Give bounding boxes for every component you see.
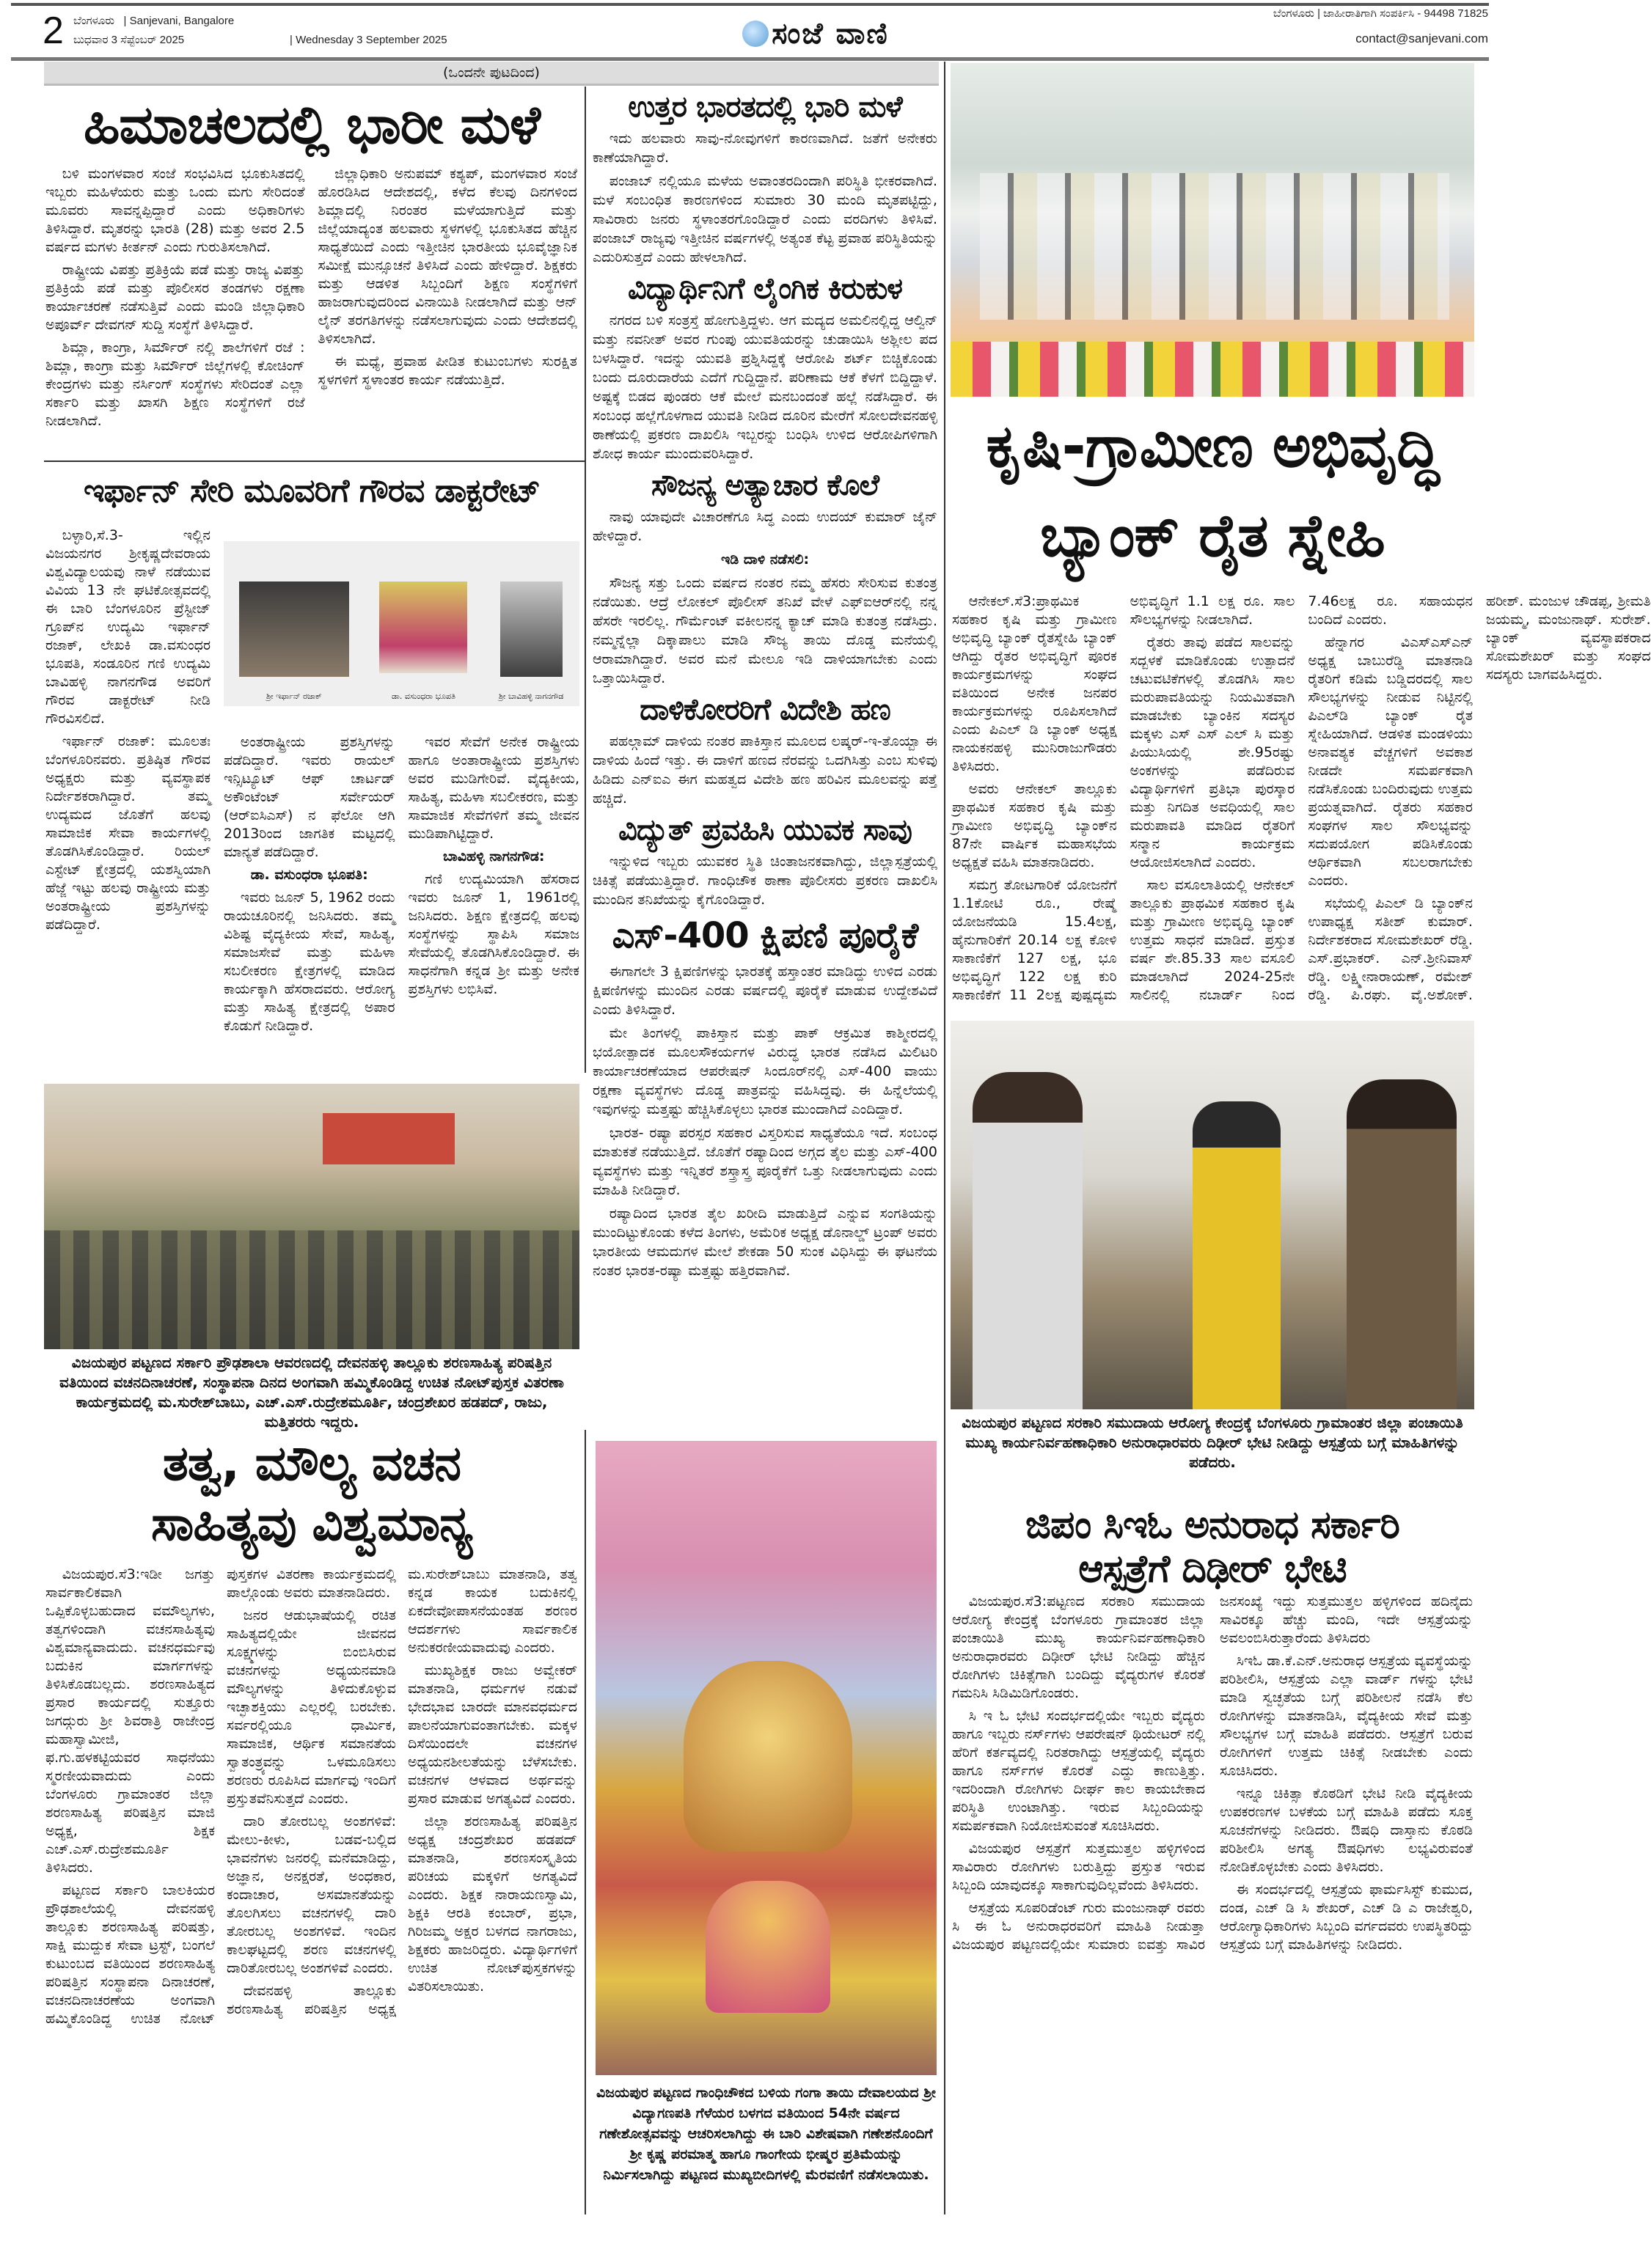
paragraph: ಆನೇಕಲ್.ಸೆ3:ಪ್ರಾಥಮಿಕ ಸಹಕಾರ ಕೃಷಿ ಮತ್ತು ಗ್ರಾಮೀಣ ಅಭಿವೃದ್ಧಿ ಬ್ಯಾಂಕ್ ರೈತಸ್ನೇಹಿ ಬ್ಯಾಂಕ್ ಆಗಿದ್ದು ರೈತರ ಅಭಿವೃದ್ಧಿಗೆ ಪೂರಕ ಕಾರ್ಯಕ್ರಮಗಳನ್ನು ಸಂಘದ ವತಿಯಿಂದ ಅನೇಕ ಜನಪರ ಕಾರ್ಯಕ್ರಮಗಳನ್ನು ರೂಪಿಸಲಾಗಿದೆ ಎಂದು ಪಿಎಲ್ ಡಿ ಬ್ಯಾಂಕ್ ಅಧ್ಯಕ್ಷ ನಾಯಕನಹಳ್ಳಿ ಮುನಿರಾಜುಗೌಡರು ತಿಳಿಸಿದರು.: [952, 593, 1117, 774]
portrait-image: [379, 581, 467, 673]
header-email[interactable]: contact@sanjevani.com: [1355, 32, 1488, 45]
ganesha-idol-image: [684, 1661, 852, 1852]
header-city-edition: [73, 13, 234, 29]
paragraph: ಬಳಿ ಮಂಗಳವಾರ ಸಂಜೆ ಸಂಭವಿಸಿದ ಭೂಕುಸಿತದಲ್ಲಿ ಇಬ್ಬರು ಮಹಿಳೆಯರು ಮತ್ತು ಒಂದು ಮಗು ಸೇರಿದಂತೆ ಮೂವರು ಸಾವನ್ನಪ್ಪಿದ್ದಾರೆ ಎಂದು ಅಧಿಕಾರಿಗಳು ತಿಳಿಸಿದ್ದಾರೆ. ಮೃತರನ್ನು ಭಾರತಿ (28) ಮತ್ತು ಅವರ 2.5 ವರ್ಷದ ಮಗಳು ಕೀರ್ತನ್ ಎಂದು ಗುರುತಿಸಲಾಗಿದೆ.: [45, 166, 305, 255]
paragraph: ಗಣಿ ಉದ್ಯಮಿಯಾಗಿ ಹೆಸರಾದ ಇವರು ಜೂನ್ 1, 1961ರಲ್ಲಿ ಜನಿಸಿದರು. ಶಿಕ್ಷಣ ಕ್ಷೇತ್ರದಲ್ಲಿ ಹಲವು ಸಂಸ್ಥೆಗಳನ್ನು ಸ್ಥಾಪಿಸಿ ಸಮಾಜ ಸೇವೆಯಲ್ಲಿ ತೊಡಗಿಸಿಕೊಂಡಿದ್ದಾರೆ. ಈ ಸಾಧನೆಗಾಗಿ ಕನ್ನಡ ಶ್ರೀ ಮತ್ತು ಅನೇಕ ಪ್ರಶಸ್ತಿಗಳು ಲಭಿಸಿವೆ.: [408, 871, 579, 997]
paragraph: ಇದು ಹಲವಾರು ಸಾವು-ನೋವುಗಳಿಗೆ ಕಾರಣವಾಗಿದೆ. ಜತೆಗೆ ಅನೇಕರು ಕಾಣೆಯಾಗಿದ್ದಾರೆ.: [593, 131, 937, 166]
header-contact-line: ಬೆಂಗಳೂರು | ಜಾಹೀರಾತಿಗಾಗಿ ಸಂಪರ್ಕಿಸಿ - 94498 71825: [1273, 7, 1488, 20]
school-photo-caption: ವಿಜಯಪುರ ಪಟ್ಟಣದ ಸರ್ಕಾರಿ ಪ್ರೌಢಶಾಲಾ ಆವರಣದಲ್ಲಿ ದೇವನಹಳ್ಳಿ ತಾಲ್ಲೂಕು ಶರಣಸಾಹಿತ್ಯ ಪರಿಷತ್ತಿನ ವತಿಯಿಂದ ವಚನದಿನಾಚರಣೆ, ಸಂಸ್ಥಾಪನಾ ದಿನದ ಅಂಗವಾಗಿ ಹಮ್ಮಿಕೊಂಡಿದ್ದ ಉಚಿತ ನೋಟ್‌ಪುಸ್ತಕ ವಿತರಣಾ ಕಾರ್ಯಕ್ರಮದಲ್ಲಿ ಮ.ಸುರೇಶ್‌ಬಾಬು, ಎಚ್.ಎಸ್.ರುದ್ರೇಶಮೂರ್ತಿ, ಚಂದ್ರಶೇಖರ ಹಡಪದ್, ರಾಜು, ಮತ್ತಿತರರು ಇದ್ದರು.: [59, 1354, 564, 1431]
header-date-en: | Wednesday 3 September 2025: [290, 34, 447, 46]
paragraph: ಇನ್ನೂ ಚಿಕಿತ್ಸಾ ಕೊಠಡಿಗೆ ಭೇಟಿ ನೀಡಿ ವೈದ್ಯಕೀಯ ಉಪಕರಣಗಳ ಬಳಕೆಯ ಬಗ್ಗೆ ಮಾಹಿತಿ ಪಡೆದು ಸೂಕ್ತ ಸೂಚನೆಗಳನ್ನು ನೀಡಿದರು. ಔಷಧಿ ದಾಸ್ತಾನು ಕೊಠಡಿ ಪರಿಶೀಲಿಸಿ ಅಗತ್ಯ ಔಷಧಿಗಳು ಲಭ್ಯವಿರುವಂತೆ ನೋಡಿಕೊಳ್ಳಬೇಕು ಎಂದು ತಿಳಿಸಿದರು.: [1220, 1786, 1473, 1875]
article-body: [593, 852, 937, 909]
paragraph: ಆಸ್ಪತ್ರೆಯ ಸೂಪರಿಡೆಂಟ್ ಗುರು ಮಂಜುನಾಥ್ ರವರು ಸಿ ಈ ಓ ಅನುರಾಧರವರಿಗೆ ಮಾಹಿತಿ ನೀಡುತ್ತಾ ವಿಜಯಪುರ ಪಟ್ಟಣದಲ್ಲಿಯೇ ಸುಮಾರು ಐವತ್ತು ಸಾವಿರ ಜನಸಂಖ್ಯೆ ಇದ್ದು ಸುತ್ತಮುತ್ತಲ ಹಳ್ಳಿಗಳಿಂದ ಹದಿನೈದು ಸಾವಿರಕ್ಕೂ ಹೆಚ್ಚು ಮಂದಿ, ಇದೇ ಆಸ್ಪತ್ರೆಯನ್ನು ಅವಲಂಬಿಸಿರುತ್ತಾರೆಂದು ತಿಳಿಸಿದರು: [952, 1593, 1473, 1953]
ceo-figure-image: [1193, 1101, 1281, 1409]
portrait-label: ಶ್ರೀ ಇರ್ಫಾನ್ ರಜಾಕ್: [266, 691, 322, 701]
paragraph: ವಿಜಯಪುರ ಆಸ್ಪತ್ರೆಗೆ ಸುತ್ತಮುತ್ತಲ ಹಳ್ಳಿಗಳಿಂದ ಸಾವಿರಾರು ರೋಗಿಗಳು ಬರುತ್ತಿದ್ದು ಪ್ರಸ್ತುತ ಇರುವ ಸಿಬ್ಬಂದಿ ಯಾವುದಕ್ಕೂ ಸಾಕಾಗುವುದಿಲ್ಲವೆಂದು ತಿಳಿಸಿದರು.: [952, 1841, 1205, 1893]
vachana-headline: [44, 1434, 579, 1554]
vachana-headline-line2: ಸಾಹಿತ್ಯವು ವಿಶ್ವಮಾನ್ಯ: [151, 1495, 472, 1552]
paragraph: ರಷ್ಯಾದಿಂದ ಭಾರತ ತೈಲ ಖರೀದಿ ಮಾಡುತ್ತಿದೆ ಎನ್ನುವ ಸಂಗತಿಯನ್ನು ಮುಂದಿಟ್ಟುಕೊಂಡು ಕಳೆದ ತಿಂಗಳು, ಅಮೆರಿಕ ಅಧ್ಯಕ್ಷ ಡೊನಾಲ್ಡ್ ಟ್ರಂಪ್ ಅವರು ಭಾರತೀಯ ಆಮದುಗಳ ಮೇಲೆ ಶೇಕಡಾ 50 ಸುಂಕ ವಿಧಿಸಿದ್ದು ಈ ಘಟನೆಯ ನಂತರ ಭಾರತ-ರಷ್ಯಾ ಮತ್ತಷ್ಟು ಹತ್ತಿರವಾಗಿವೆ.: [593, 1205, 937, 1279]
logo-globe-icon: [742, 21, 769, 47]
portrait-vasundhara: [379, 581, 467, 702]
article-headline: ವಿದ್ಯಾರ್ಥಿನಿಗೆ ಲೈಂಗಿಕ ಕಿರುಕುಳ: [627, 272, 903, 306]
bank-headline-line1: ಕೃಷಿ-ಗ್ರಾಮೀಣ ಅಭಿವೃದ್ಧಿ: [986, 412, 1439, 480]
portrait-image: [239, 581, 349, 677]
ganesha-idol-photo: [596, 1441, 937, 2075]
paragraph: ಇನ್ನುಳಿದ ಇಬ್ಬರು ಯುವಕರ ಸ್ಥಿತಿ ಚಿಂತಾಜನಕವಾಗಿದ್ದು, ಜಿಲ್ಲಾಸ್ಪತ್ರೆಯಲ್ಲಿ ಚಿಕಿತ್ಸೆ ಪಡೆಯುತ್ತಿದ್ದಾರೆ. ಗಾಂಧಿಚೌಕ ಠಾಣಾ ಪೊಲೀಸರು ಪ್ರಕರಣ ದಾಖಲಿಸಿ ಮುಂದಿನ ತನಿಖೆಯನ್ನು ಕೈಗೊಂಡಿದ್ದಾರೆ.: [593, 854, 937, 908]
man-figure-image: [973, 1072, 1083, 1409]
header-rule: [11, 57, 1489, 61]
article-soujanya: [593, 468, 937, 688]
hospital-headline-line2: ಆಸ್ಪತ್ರೆಗೆ ದಿಢೀರ್ ಭೇಟಿ: [1078, 1547, 1347, 1591]
event-banner-image: [323, 1113, 455, 1164]
masthead-logo: [704, 16, 924, 51]
dignitaries-image: [980, 173, 1449, 320]
column-divider: [944, 62, 945, 2214]
article-headline: ದಾಳಿಕೋರರಿಗೆ ವಿದೇಶಿ ಹಣ: [640, 693, 890, 727]
page-number: 2: [43, 10, 64, 52]
bank-headline: [951, 402, 1474, 581]
portrait-image: [500, 581, 563, 677]
bank-body: [952, 592, 1651, 1012]
hospital-body: [952, 1593, 1473, 2214]
header-city: ಬೆಂಗಳೂರು: [73, 15, 115, 27]
article-headline: ವಿದ್ಯುತ್ ಪ್ರವಹಿಸಿ ಯುವಕ ಸಾವು: [618, 813, 912, 847]
paragraph: ಸಿ ಇ ಓ ಭೇಟಿ ಸಂದರ್ಭದಲ್ಲಿಯೇ ಇಬ್ಬರು ವೈದ್ಯರು ಹಾಗೂ ಇಬ್ಬರು ನರ್ಸ್‌ಗಳು ಆಪರೇಷನ್ ಥಿಯೇಟರ್ ನಲ್ಲಿ ಹೆರಿಗೆ ಕರ್ತವ್ಯದಲ್ಲಿ ನಿರತರಾಗಿದ್ದು ಆಸ್ಪತ್ರೆಯಲ್ಲಿ ವೈದ್ಯರು ಹಾಗೂ ನರ್ಸ್‌ಗಳ ಕೊರತೆ ಎದ್ದು ಕಾಣುತ್ತಿತ್ತು. ಇದರಿಂದಾಗಿ ರೋಗಿಗಳು ದೀರ್ಘ ಕಾಲ ಕಾಯಬೇಕಾದ ಪರಿಸ್ಥಿತಿ ಉಂಟಾಗಿತ್ತು. ಇರುವ ಸಿಬ್ಬಂದಿಯನ್ನು ಸಮರ್ಪಕವಾಗಿ ನಿಯೋಜಿಸುವಂತೆ ಸೂಚಿಸಿದರು.: [952, 1708, 1205, 1834]
article-body: [593, 311, 937, 463]
logo-text: ಸಂಜೆ ವಾಣಿ: [772, 17, 889, 51]
article-body: [593, 962, 937, 1280]
paragraph: ಸೌಜನ್ಯ ಸತ್ತು ಒಂದು ವರ್ಷದ ನಂತರ ನಮ್ಮ ಹೆಸರು ಸೇರಿಸುವ ಕುತಂತ್ರ ನಡೆಯಿತು. ಆದ್ರೆ ಲೋಕಲ್ ಪೊಲೀಸ್ ತನಿಖೆ ವೇಳೆ ಎಫ್‌ಐಆರ್‌ನಲ್ಲಿ ನನ್ನ ಹೆಸರೇ ಇರಲಿಲ್ಲ. ಗೌರ್ಮೆಂಟ್ ವಕೀಲನನ್ನ ಕ್ಯಾಚ್ ಮಾಡಿ ಕುತಂತ್ರ ನಡೆಸಿದ್ರು. ನಮ್ಮನ್ನೆಲ್ಲಾ ದಿಕ್ಕಾಪಾಲು ಮಾಡಿ ಸೌಜ್ಯ ತಾಯಿ ದೊಡ್ಡ ಮನೆಯಲ್ಲಿ ಆರಾಮಾಗಿದ್ದಾರೆ. ಅವರ ಮನೆ ಮೇಲೂ ಇಡಿ ದಾಳಿಯಾಗಬೇಕು ಎಂದು ಒತ್ತಾಯಿಸಿದ್ದಾರೆ.: [593, 575, 937, 686]
ganesha-photo-caption: ವಿಜಯಪುರ ಪಟ್ಟಣದ ಗಾಂಧಿಚೌಕದ ಬಳಿಯ ಗಂಗಾ ತಾಯಿ ದೇವಾಲಯದ ಶ್ರೀ ವಿದ್ಯಾಗಣಪತಿ ಗೆಳೆಯರ ಬಳಗದ ವತಿಯಿಂದ 54ನೇ ವರ್ಷದ ಗಣೇಶೋತ್ಸವವನ್ನು ಆಚರಿಸಲಾಗಿದ್ದು ಈ ಬಾರಿ ವಿಶೇಷವಾಗಿ ಗಣೇಶನೊಂದಿಗೆ ಶ್ರೀ ಕೃಷ್ಣ ಪರಮಾತ್ಮ ಹಾಗೂ ಗಾಂಗೇಯ ಭೀಷ್ಮರ ಪ್ರತಿಮೆಯನ್ನು ನಿರ್ಮಿಸಲಾಗಿದ್ದು ಪಟ್ಟಣದ ಮುಖ್ಯಬೀದಿಗಳಲ್ಲಿ ಮೆರವಣಿಗೆ ನಡೆಸಲಾಯಿತು.: [596, 2085, 936, 2183]
middle-column: [593, 87, 937, 1362]
header-edition: | Sanjevani, Bangalore: [123, 15, 235, 27]
article-vidyut: [593, 812, 937, 909]
paragraph: ಬಳ್ಳಾರಿ,ಸೆ.3- ಇಲ್ಲಿನ ವಿಜಯನಗರ ಶ್ರೀಕೃಷ್ಣದೇವರಾಯ ವಿಶ್ವವಿದ್ಯಾಲಯವು ನಾಳೆ ನಡೆಯುವ ವಿವಿಯ 13 ನೇ ಘಟಿಕೋತ್ಸವದಲ್ಲಿ ಈ ಬಾರಿ ಬೆಂಗಳೂರಿನ ಪ್ರೆಸ್ಟೀಜ್ ಗ್ರೂಪ್‌ನ ಉದ್ಯಮಿ ಇರ್ಫಾನ್ ರಜಾಕ್, ಲೇಖಕಿ ಡಾ.ವಸುಂಧರ ಭೂಪತಿ, ಸಂಡೂರಿನ ಗಣಿ ಉದ್ಯಮಿ ಬಾವಿಹಳ್ಳಿ ನಾಗನಗೌಡ ಅವರಿಗೆ ಗೌರವ ಡಾಕ್ಟರೇಟ್ ನೀಡಿ ಗೌರವಿಸಲಿದೆ.: [45, 527, 211, 727]
article-s400: [593, 914, 937, 1280]
portrait-naganagowda: [498, 581, 564, 702]
paragraph: ಪಟ್ಟಣದ ಸರ್ಕಾರಿ ಬಾಲಕಿಯರ ಪ್ರೌಢಶಾಲೆಯಲ್ಲಿ ದೇವನಹಳ್ಳಿ ತಾಲ್ಲೂಕು ಶರಣಸಾಹಿತ್ಯ ಪರಿಷತ್ತು, ಸಾಕ್ಷಿ ಮುದ್ದುಕ ಸೇವಾ ಟ್ರಸ್ಟ್, ಬಂಗಲೆ ಕುಟುಂಬದ ವತಿಯಿಂದ ಶರಣಸಾಹಿತ್ಯ ಪರಿಷತ್ತಿನ ಸಂಸ್ಥಾಪನಾ ದಿನಾಚರಣೆ, ವಚನದಿನಾಚರಣೆಯ ಅಂಗವಾಗಿ ಹಮ್ಮಿಕೊಂಡಿದ್ದ ಉಚಿತ ನೋಟ್ ಪುಸ್ತಕಗಳ ವಿತರಣಾ ಕಾರ್ಯಕ್ರಮದಲ್ಲಿ ಪಾಲ್ಗೊಂಡು ಅವರು ಮಾತನಾಡಿದರು.: [45, 1566, 396, 2027]
column-divider: [585, 87, 586, 1073]
continued-banner: (ಒಂದನೇ ಪುಟದಿಂದ): [44, 62, 939, 86]
paragraph: ಮೇ ತಿಂಗಳಲ್ಲಿ ಪಾಕಿಸ್ತಾನ ಮತ್ತು ಪಾಕ್ ಆಕ್ರಮಿತ ಕಾಶ್ಮೀರದಲ್ಲಿ ಭಯೋತ್ಪಾದಕ ಮೂಲಸೌಕರ್ಯಗಳ ವಿರುದ್ಧ ಭಾರತ ನಡೆಸಿದ ಮಿಲಿಟರಿ ಕಾರ್ಯಾಚರಣೆಯಾದ ಆಪರೇಷನ್ ಸಿಂದೂರ್‌ನಲ್ಲಿ ಎಸ್-400 ವಾಯು ರಕ್ಷಣಾ ವ್ಯವಸ್ಥೆಗಳು ದೊಡ್ಡ ಪಾತ್ರವನ್ನು ವಹಿಸಿದ್ದವು. ಈ ಹಿನ್ನೆಲೆಯಲ್ಲಿ ಇವುಗಳನ್ನು ಮತ್ತಷ್ಟು ಹೆಚ್ಚಿಸಿಕೊಳ್ಳಲು ಭಾರತ ಮುಂದಾಗಿದೆ ಎಂದಿದ್ದಾರೆ.: [593, 1025, 937, 1118]
column-divider: [585, 1430, 586, 2214]
paragraph: ಜನರ ಆಡುಭಾಷೆಯಲ್ಲಿ ರಚಿತ ಸಾಹಿತ್ಯದಲ್ಲಿಯೇ ಜೀವನದ ಸೂಕ್ಷ್ಮಗಳನ್ನು ಬಿಂಬಿಸಿರುವ ವಚನಗಳನ್ನು ಅಧ್ಯಯನಮಾಡಿ ಮೌಲ್ಯಗಳನ್ನು ತಿಳಿದುಕೊಳ್ಳುವ ಇಚ್ಛಾಶಕ್ತಿಯು ಎಲ್ಲರಲ್ಲಿ ಬರಬೇಕು. ಸರ್ವರಲ್ಲಿಯೂ ಧಾರ್ಮಿಕ, ಸಾಮಾಜಿಕ, ಆರ್ಥಿಕ ಸಮಾನತೆಯ ಸ್ವಾತಂತ್ರ್ಯವನ್ನು ಒಳಮೂಡಿಸಲು ಶರಣರು ರೂಪಿಸಿದ ಮಾರ್ಗವು ಇಂದಿಗೆ ಪ್ರಸ್ತುತವೆನಿಸುತ್ತದೆ ಎಂದರು.: [227, 1607, 396, 1807]
top-rule: [11, 3, 1489, 6]
paragraph: ಸಾಲ ವಸೂಲಾತಿಯಲ್ಲಿ ಆನೇಕಲ್ ತಾಲ್ಲೂಕು ಪ್ರಾಥಮಿಕ ಸಹಕಾರ ಕೃಷಿ ಮತ್ತು ಗ್ರಾಮೀಣ ಅಭಿವೃದ್ಧಿ ಬ್ಯಾಂಕ್ ಉತ್ತಮ ಸಾಧನೆ ಮಾಡಿದೆ. ಪ್ರಸ್ತುತ ವರ್ಷ ಶೇ.85.33 ಸಾಲ ವಸೂಲಿ ಮಾಡಲಾಗಿದೆ 2024-25ನೇ ಸಾಲಿನಲ್ಲಿ ನಬಾರ್ಡ್ ನಿಂದ 7.46ಲಕ್ಷ ರೂ. ಸಹಾಯಧನ ಬಂದಿದೆ ಎಂದರು.: [1130, 593, 1473, 1003]
hospital-headline: [951, 1503, 1474, 1591]
paragraph: ಈ ಸಂದರ್ಭದಲ್ಲಿ ಆಸ್ಪತ್ರೆಯ ಫಾರ್ಮಸಿಸ್ಟ್ ಕುಮುದ, ದಂಡ, ಎಚ್ ಡಿ ಸಿ ಶೇಖರ್, ಎಚ್ ಡಿ ಎ ರಾಜೇಶ್ವರಿ, ಆರೋಗ್ಯಾಧಿಕಾರಿಗಳು ಸಿಬ್ಬಂದಿ ವರ್ಗದವರು ಉಪಸ್ಥಿತರಿದ್ದು ಆಸ್ಪತ್ರೆಯ ಬಗ್ಗೆ ಮಾಹಿತಿಗಳನ್ನು ನೀಡಿದರು.: [1220, 1882, 1473, 1953]
paragraph: ಈಗಾಗಲೇ 3 ಕ್ಷಿಪಣಿಗಳನ್ನು ಭಾರತಕ್ಕೆ ಹಸ್ತಾಂತರ ಮಾಡಿದ್ದು ಉಳಿದ ಎರಡು ಕ್ಷಿಪಣಿಗಳನ್ನು ಮುಂದಿನ ಎರಡು ವರ್ಷದಲ್ಲಿ ಪೂರೈಕೆ ಮಾಡುವ ಉದ್ದೇಶವಿದೆ ಎಂದು ತಿಳಿಸಿದ್ದಾರೆ.: [593, 964, 937, 1018]
article-headline: ಸೌಜನ್ಯ ಅತ್ಯಾಚಾರ ಕೊಲೆ: [651, 469, 879, 502]
paragraph: ನಗರದ ಬಳಿ ಸಂತ್ರಸ್ತೆ ಹೋಗುತ್ತಿದ್ದಳು. ಆಗ ಮದ್ಯದ ಅಮಲಿನಲ್ಲಿದ್ದ ಆಲ್ವಿನ್ ಮತ್ತು ನವನೀತ್ ಅವರ ಗುಂಪು ಯುವತಿಯರನ್ನು ಚುಡಾಯಿಸಿ ಅಶ್ಲೀಲ ಪದ ಬಳಸಿದ್ದಾರೆ. ಇದನ್ನು ಯುವತಿ ಪ್ರಶ್ನಿಸಿದ್ದಕ್ಕೆ ಆರೋಪಿ ಶರ್ಟ್ ಬಿಚ್ಚಿಕೊಂಡು ಬಂದು ದೂರುದಾರೆಯ ಎದೆಗೆ ಗುದ್ದಿದ್ದಾನೆ. ಪರಿಣಾಮ ಆಕೆ ಕೆಳಗೆ ಬಿದ್ದಿದ್ದಾಳೆ. ಅಷ್ಟಕ್ಕೆ ಬಿಡದ ಪುಂಡರು ಆಕೆ ಮೇಲೆ ಮನಬಂದಂತೆ ಹಲ್ಲೆ ನಡೆಸಿದ್ದಾರೆ. ಈ ಸಂಬಂಧ ಹಲ್ಲೆಗೊಳಗಾದ ಯುವತಿ ನೀಡಿದ ದೂರಿನ ಮೇರೆಗೆ ಸೋಲದೇವನಹಳ್ಳಿ ಠಾಣೆಯಲ್ಲಿ ಪ್ರಕರಣ ದಾಖಲಿಸಿ ಇಬ್ಬರನ್ನು ಬಂಧಿಸಿ ಉಳಿದ ಆರೋಪಿಗಳಿಗಾಗಿ ಶೋಧ ಕಾರ್ಯ ಮುಂದುವರಿಸಿದ್ದಾರೆ.: [593, 312, 937, 462]
paragraph: ದಾರಿ ತೋರಬಲ್ಲ ಅಂಶಗಳಿವೆ: ಮೇಲು-ಕೀಳು, ಬಡವ-ಬಲ್ಲಿದ ಭಾವನೆಗಳು ಜನರಲ್ಲಿ ಮನೆಮಾಡಿದ್ದು, ಅಜ್ಞಾನ, ಅನಕ್ಷರತೆ, ಅಂಧಕಾರ, ಕಂದಾಚಾರ, ಅಸಮಾನತೆಯನ್ನು ತೊಲಗಿಸಲು ವಚನಗಳಲ್ಲಿ ದಾರಿ ತೋರಬಲ್ಲ ಅಂಶಗಳಿವೆ. ಇಂದಿನ ಕಾಲಘಟ್ಟದಲ್ಲಿ ಶರಣ ವಚನಗಳಲ್ಲಿ ದಾರಿತೋರಬಲ್ಲ ಅಂಶಗಳಿವೆ ಎಂದರು.: [227, 1813, 396, 1976]
paragraph: ಪಂಜಾಬ್ ನಲ್ಲಿಯೂ ಮಳೆಯ ಅವಾಂತರದಿಂದಾಗಿ ಪರಿಸ್ಥಿತಿ ಭೀಕರವಾಗಿದೆ. ಮಳೆ ಸಂಬಂಧಿತ ಕಾರಣಗಳಿಂದ ಸುಮಾರು 30 ಮಂದಿ ಮೃತಪಟ್ಟಿದ್ದು, ಸಾವಿರಾರು ಜನರು ಸ್ಥಳಾಂತರಗೊಂಡಿದ್ದಾರೆ ಎಂದು ವರದಿಗಳು ತಿಳಿಸಿವೆ. ಪಂಜಾಬ್ ರಾಜ್ಯವು ಇತ್ತೀಚಿನ ವರ್ಷಗಳಲ್ಲಿ ಅತ್ಯಂತ ಕೆಟ್ಟ ಪ್ರವಾಹ ಪರಿಸ್ಥಿತಿಯನ್ನು ಎದುರಿಸುತ್ತದೆ ಎಂದು ಹೇಳಲಾಗಿದೆ.: [593, 173, 937, 265]
article-vidyarthini: [593, 271, 937, 463]
article-uttara-bharata: [593, 89, 937, 267]
paragraph: ಇವರು ಜೂನ್ 5, 1962 ರಂದು ರಾಯಚೂರಿನಲ್ಲಿ ಜನಿಸಿದರು. ತಮ್ಮ ವಿಶಿಷ್ಟ ವೈದ್ಯಕೀಯ ಸೇವೆ, ಸಾಹಿತ್ಯ, ಸಮಾಜಸೇವೆ ಮತ್ತು ಮಹಿಳಾ ಸಬಲೀಕರಣ ಕ್ಷೇತ್ರಗಳಲ್ಲಿ ಮಾಡಿದ ಕಾರ್ಯಕ್ಕಾಗಿ ಹೆಸರಾದವರು. ಆರೋಗ್ಯ ಮತ್ತು ಸಾಹಿತ್ಯ ಕ್ಷೇತ್ರದಲ್ಲಿ ಅಪಾರ ಕೊಡುಗೆ ನೀಡಿದ್ದಾರೆ.: [224, 889, 395, 1034]
paragraph: ಈ ಮಧ್ಯೆ, ಪ್ರವಾಹ ಪೀಡಿತ ಕುಟುಂಬಗಳು ಸುರಕ್ಷಿತ ಸ್ಥಳಗಳಿಗೆ ಸ್ಥಳಾಂತರ ಕಾರ್ಯ ನಡೆಯುತ್ತಿದೆ.: [318, 353, 577, 388]
header-date-kn: ಬುಧವಾರ 3 ಸೆಪ್ಟೆಂಬರ್ 2025: [73, 34, 185, 46]
portrait-irfan: [239, 581, 349, 702]
paragraph: ಸಮಗ್ರ ತೋಟಗಾರಿಕೆ ಯೋಜನೆಗೆ 1.1ಕೋಟಿ ರೂ., ರೇಷ್ಮೆ ಯೋಜನೆಯಡಿ 15.4ಲಕ್ಷ, ಹೈನುಗಾರಿಕೆಗೆ 20.14 ಲಕ್ಷ ಕೋಳಿ ಸಾಕಾಣಿಕೆಗೆ 127 ಲಕ್ಷ, ಭೂ ಅಭಿವೃದ್ಧಿಗೆ 122 ಲಕ್ಷ ಕುರಿ ಸಾಕಾಣಿಕೆಗೆ 11 2ಲಕ್ಷ ಪುಷ್ಪದ್ಯಮ ಅಭಿವೃದ್ಧಿಗೆ 1.1 ಲಕ್ಷ ರೂ. ಸಾಲ ಸೌಲಭ್ಯಗಳನ್ನು ನೀಡಲಾಗಿದೆ.: [952, 593, 1295, 1003]
irfan-photo-strip: [224, 541, 579, 706]
paragraph: ಮುಖ್ಯಶಿಕ್ಷಕ ರಾಜು ಅವ್ವೇಕರ್ ಮಾತನಾಡಿ, ಧರ್ಮಗಳ ನಡುವೆ ಭೇದಭಾವ ಬಾರದೇ ಮಾನವಧರ್ಮದ ಪಾಲನೆಯಾಗುವಂತಾಗಬೇಕು. ಮಕ್ಕಳ ದಿಸೆಯಿಂದಲೇ ವಚನಗಳ ಅಧ್ಯಯನಶೀಲತೆಯನ್ನು ಬೆಳೆಸಬೇಕು. ವಚನಗಳ ಆಳವಾದ ಅರ್ಥವನ್ನು ಪ್ರಸಾರ ಮಾಡುವ ಅಗತ್ಯವಿದೆ ಎಂದರು.: [408, 1662, 577, 1807]
irfan-body-col1: [45, 526, 211, 1073]
school-event-photo: [44, 1084, 579, 1349]
article-headline: ಉತ್ತರ ಭಾರತದಲ್ಲಿ ಭಾರಿ ಮಳೆ: [628, 90, 902, 124]
himachal-headline: ಹಿಮಾಚಲದಲ್ಲಿ ಭಾರೀ ಮಳೆ: [83, 94, 541, 155]
paragraph: ಸಿಇಓ ಡಾ.ಕೆ.ಎನ್.ಅನುರಾಧ ಆಸ್ಪತ್ರೆಯ ವ್ಯವಸ್ಥೆಯನ್ನು ಪರಿಶೀಲಿಸಿ, ಆಸ್ಪತ್ರೆಯ ಎಲ್ಲಾ ವಾರ್ಡ್ ಗಳನ್ನು ಭೇಟಿ ಮಾಡಿ ಸ್ವಚ್ಛತೆಯ ಬಗ್ಗೆ ಪರಿಶೀಲನೆ ನಡೆಸಿ ಕೆಲ ರೋಗಿಗಳನ್ನು ಮಾತನಾಡಿಸಿ, ವೈದ್ಯಕೀಯ ಸೇವೆ ಮತ್ತು ಸೌಲಭ್ಯಗಳ ಬಗ್ಗೆ ಮಾಹಿತಿ ಪಡೆದರು. ಆಸ್ಪತ್ರೆಗೆ ಬರುವ ರೋಗಿಗಳಿಗೆ ಉತ್ತಮ ಚಿಕಿತ್ಸೆ ನೀಡಬೇಕು ಎಂದು ಸೂಚಿಸಿದರು.: [1220, 1653, 1473, 1779]
vachana-body: [45, 1566, 577, 2214]
hospital-headline-line1: ಜಿಪಂ ಸಿಇಓ ಅನುರಾಧ ಸರ್ಕಾರಿ: [1025, 1503, 1399, 1547]
article-body: [593, 732, 937, 808]
paragraph: ರೈತರು ತಾವು ಪಡೆದ ಸಾಲವನ್ನು ಸದ್ಬಳಕೆ ಮಾಡಿಕೊಂಡು ಉತ್ಪಾದನೆ ಚಟುವಟಿಕೆಗಳಲ್ಲಿ ತೊಡಗಿಸಿ ಸಾಲ ಮರುಪಾವತಿಯನ್ನು ನಿಯಮಿತವಾಗಿ ಮಾಡಬೇಕು ಬ್ಯಾಂಕಿನ ಸದಸ್ಯರ ಮಕ್ಕಳು ಎಸ್ ಎಸ್ ಎಲ್ ಸಿ ಮತ್ತು ಪಿಯುಸಿಯಲ್ಲಿ ಶೇ.95ರಷ್ಟು ಅಂಕಗಳನ್ನು ಪಡೆದಿರುವ ವಿದ್ಯಾರ್ಥಿಗಳಿಗೆ ಪ್ರತಿಭಾ ಪುರಸ್ಕಾರ ಮತ್ತು ನಿಗದಿತ ಅವಧಿಯಲ್ಲಿ ಸಾಲ ಮರುಪಾವತಿ ಮಾಡಿದ ರೈತರಿಗೆ ಸನ್ಮಾನ ಕಾರ್ಯಕ್ರಮ ಆಯೋಜಿಸಲಾಗಿದೆ ಎಂದರು.: [1130, 634, 1295, 870]
paragraph: ಡಾ. ವಸುಂಧರಾ ಭೂಪತಿ:: [250, 867, 368, 883]
paragraph: ಜಿಲ್ಲಾ ಶರಣಸಾಹಿತ್ಯ ಪರಿಷತ್ತಿನ ಅಧ್ಯಕ್ಷ ಚಂದ್ರಶೇಖರ ಹಡಪದ್ ಮಾತನಾಡಿ, ಶರಣಸಂಸ್ಕೃತಿಯ ಪರಿಚಯ ಮಕ್ಕಳಿಗೆ ಅಗತ್ಯವಿದೆ ಎಂದರು. ಶಿಕ್ಷಕ ನಾರಾಯಣಸ್ವಾಮಿ, ಶಿಕ್ಷಕಿ ಆರತಿ ಕಂಬಾರ್, ಪ್ರಭಾ, ಗಿರಿಜಮ್ಮ ಅಕ್ಷರ ಬಳಗದ ನಾಗರಾಜು, ಶಿಕ್ಷಕರು ಹಾಜರಿದ್ದರು. ವಿದ್ಯಾರ್ಥಿಗಳಿಗೆ ಉಚಿತ ನೋಟ್‌ಪುಸ್ತಕಗಳನ್ನು ವಿತರಿಸಲಾಯಿತು.: [408, 1813, 577, 1994]
portrait-label: ಶ್ರೀ ಬಾವಿಹಳ್ಳಿ ನಾಗನಗೌಡ: [498, 691, 564, 701]
paragraph: ಶಿಮ್ಲಾ, ಕಾಂಗ್ರಾ, ಸಿರ್ಮೌರ್ ನಲ್ಲಿ ಶಾಲೆಗಳಿಗೆ ರಜೆ : ಶಿಮ್ಲಾ, ಕಾಂಗ್ರಾ ಮತ್ತು ಸಿರ್ಮೌರ್ ಜಿಲ್ಲೆಗಳಲ್ಲಿ ಕೋಚಿಂಗ್ ಕೇಂದ್ರಗಳು ಮತ್ತು ನರ್ಸಿಂಗ್ ಸಂಸ್ಥೆಗಳು ಸೇರಿದಂತೆ ಎಲ್ಲಾ ಸರ್ಕಾರಿ ಮತ್ತು ಖಾಸಗಿ ಶಿಕ್ಷಣ ಸಂಸ್ಥೆಗಳಿಗೆ ರಜೆ ನೀಡಲಾಗಿದೆ.: [45, 340, 305, 429]
paragraph: ಇರ್ಫಾನ್ ರಜಾಕ್: ಮೂಲತಃ ಬೆಂಗಳೂರಿನವರು. ಪ್ರತಿಷ್ಠಿತ ಗೌರವ ಅಧ್ಯಕ್ಷರು ಮತ್ತು ವ್ಯವಸ್ಥಾಪಕ ನಿರ್ದೇಶಕರಾಗಿದ್ದಾರೆ. ತಮ್ಮ ಉದ್ಯಮದ ಜೊತೆಗೆ ಹಲವು ಸಾಮಾಜಿಕ ಸೇವಾ ಕಾರ್ಯಗಳಲ್ಲಿ ತೊಡಗಿಸಿಕೊಂಡಿದ್ದಾರೆ. ರಿಯಲ್ ಎಸ್ಟೇಟ್ ಕ್ಷೇತ್ರದಲ್ಲಿ ಯಶಸ್ವಿಯಾಗಿ ಹೆಜ್ಜೆ ಇಟ್ಟು ಹಲವು ರಾಷ್ಟ್ರೀಯ ಮತ್ತು ಅಂತರಾಷ್ಟ್ರೀಯ ಪ್ರಶಸ್ತಿಗಳನ್ನು ಪಡೆದಿದ್ದಾರೆ.: [45, 733, 211, 933]
article-divider: [44, 460, 585, 462]
hospital-photo-caption: ವಿಜಯಪುರ ಪಟ್ಟಣದ ಸರಕಾರಿ ಸಮುದಾಯ ಆರೋಗ್ಯ ಕೇಂದ್ರಕ್ಕೆ ಬೆಂಗಳೂರು ಗ್ರಾಮಾಂತರ ಜಿಲ್ಲಾ ಪಂಚಾಯಿತಿ ಮುಖ್ಯ ಕಾರ್ಯನಿರ್ವಹಣಾಧಿಕಾರಿ ಅನುರಾಧಾರವರು ದಿಢೀರ್ ಭೇಟಿ ನೀಡಿದ್ದು ಆಸ್ಪತ್ರೆಯ ಬಗ್ಗೆ ಮಾಹಿತಿಗಳನ್ನು ಪಡೆದರು.: [962, 1414, 1463, 1471]
paragraph: ರಾಷ್ಟ್ರೀಯ ವಿಪತ್ತು ಪ್ರತಿಕ್ರಿಯೆ ಪಡೆ ಮತ್ತು ರಾಜ್ಯ ವಿಪತ್ತು ಪ್ರತಿಕ್ರಿಯೆ ಪಡೆ ಮತ್ತು ಪೊಲೀಸರ ತಂಡಗಳು ರಕ್ಷಣಾ ಕಾರ್ಯಾಚರಣೆ ನಡೆಸುತ್ತಿವೆ ಎಂದು ಮಂಡಿ ಜಿಲ್ಲಾಧಿಕಾರಿ ಅಪೂರ್ವ್ ದೇವಗನ್ ಸುದ್ದಿ ಸಂಸ್ಥೆಗೆ ತಿಳಿಸಿದ್ದಾರೆ.: [45, 262, 305, 333]
seated-students-image: [44, 1230, 579, 1349]
article-dalikorarige: [593, 692, 937, 808]
paragraph: ವಿಜಯಪುರ.ಸೆ3:ಪಟ್ಟಣದ ಸರಕಾರಿ ಸಮುದಾಯ ಆರೋಗ್ಯ ಕೇಂದ್ರಕ್ಕೆ ಬೆಂಗಳೂರು ಗ್ರಾಮಾಂತರ ಜಿಲ್ಲಾ ಪಂಚಾಯಿತಿ ಮುಖ್ಯ ಕಾರ್ಯನಿರ್ವಹಣಾಧಿಕಾರಿ ಅನುರಾಧಾರವರು ದಿಢೀರ್ ಭೇಟಿ ನೀಡಿದ್ದು ಹೆಚ್ಚಿನ ರೋಗಿಗಳು ಚಿಕಿತ್ಸೆಗಾಗಿ ಬಂದಿದ್ದು ವೈದ್ಯರುಗಳ ಕೊರತೆ ಗಮನಿಸಿ ಸಿಡಿಮಿಡಿಗೊಂಡರು.: [952, 1593, 1205, 1701]
article-body: [593, 129, 937, 267]
paragraph: ಸಭೆಯಲ್ಲಿ ಪಿಎಲ್ ಡಿ ಬ್ಯಾಂಕ್‌ನ ಉಪಾಧ್ಯಕ್ಷ ಸತೀಶ್ ಕುಮಾರ್. ನಿರ್ದೇಶಕರಾದ ಸೋಮಶೇಖರ್ ರೆಡ್ಡಿ. ಎಸ್.ಪ್ರಭಾಕರ್. ಎನ್.ಶ್ರೀನಿವಾಸ್ ರೆಡ್ಡಿ. ಲಕ್ಷ್ಮೀನಾರಾಯಣ್, ರಮೇಶ್ ರೆಡ್ಡಿ. ಪಿ.ರಘು. ವೈ.ಅಶೋಕ್. ಹರೀಶ್. ಮಂಜುಳ ಚೌಡಪ್ಪ, ಶ್ರೀಮತಿ ಜಯಮ್ಮ, ಮಂಜುನಾಥ್. ಸುರೇಶ್. ಬ್ಯಾಂಕ್ ವ್ಯವಸ್ಥಾಪಕರಾದ ಸೋಮಶೇಖರ್ ಮತ್ತು ಸಂಘದ ಸದಸ್ಯರು ಬಾಗವಹಿಸಿದ್ದರು.: [1308, 593, 1651, 1003]
paragraph: ಭಾರತ- ರಷ್ಯಾ ಪರಸ್ಪರ ಸಹಕಾರ ವಿಸ್ತರಿಸುವ ಸಾಧ್ಯತೆಯೂ ಇದೆ. ಸಂಬಂಧ ಮಾತುಕತೆ ನಡೆಯುತ್ತಿದೆ. ಜೊತೆಗೆ ರಷ್ಯಾದಿಂದ ಅಗ್ಗದ ತೈಲ ಮತ್ತು ಎಸ್-400 ವ್ಯವಸ್ಥೆಗಳು ಮತ್ತು ಇನ್ನಿತರೆ ಶಸ್ತ್ರಾಸ್ತ್ರ ಪೂರೈಕೆಗೆ ಒತ್ತು ನೀಡಲಾಗುವುದು ಎಂದು ಮಾಹಿತಿ ನೀಡಿದ್ದಾರೆ.: [593, 1125, 937, 1198]
paragraph: ಇವರ ಸೇವೆಗೆ ಅನೇಕ ರಾಷ್ಟ್ರೀಯ ಹಾಗೂ ಅಂತಾರಾಷ್ಟ್ರೀಯ ಪ್ರಶಸ್ತಿಗಳು ಅವರ ಮುಡಿಗೇರಿವೆ. ವೈದ್ಯಕೀಯ, ಸಾಹಿತ್ಯ, ಮಹಿಳಾ ಸಬಲೀಕರಣ, ಮತ್ತು ಸಾಮಾಜಿಕ ಸೇವೆಗಳಿಗೆ ತಮ್ಮ ಜೀವನ ಮುಡಿಪಾಗಿಟ್ಟಿದ್ದಾರೆ.: [408, 734, 579, 842]
paragraph: ವಿಜಯಪುರ.ಸೆ3:ಇಡೀ ಜಗತ್ತು ಸಾರ್ವಕಾಲಿಕವಾಗಿ ಒಪ್ಪಿಕೊಳ್ಳಬಹುದಾದ ವಮೌಲ್ಯಗಳು, ತತ್ವಗಳಿಂದಾಗಿ ವಚನಸಾಹಿತ್ಯವು ವಿಶ್ವಮಾನ್ಯವಾದುದು. ವಚನಧರ್ಮವು ಬದುಕಿನ ಮಾರ್ಗಗಳನ್ನು ತಿಳಿಸಿಕೊಡಬಲ್ಲದು. ಶರಣಸಾಹಿತ್ಯದ ಪ್ರಸಾರ ಕಾರ್ಯದಲ್ಲಿ ಸುತ್ತೂರು ಜಗದ್ಗುರು ಶ್ರೀ ಶಿವರಾತ್ರಿ ರಾಜೇಂದ್ರ ಮಹಾಸ್ವಾಮೀಜಿ, ಫ.ಗು.ಹಳಕಟ್ಟಿಯವರ ಸಾಧನೆಯು ಸ್ಮರಣೀಯವಾದುದು ಎಂದು ಬೆಂಗಳೂರು ಗ್ರಾಮಾಂತರ ಜಿಲ್ಲಾ ಶರಣಸಾಹಿತ್ಯ ಪರಿಷತ್ತಿನ ಮಾಜಿ ಅಧ್ಯಕ್ಷ, ಶಿಕ್ಷಕ ಎಚ್.ಎಸ್.ರುದ್ರೇಶಮೂರ್ತಿ ತಿಳಿಸಿದರು.: [45, 1566, 215, 1876]
hospital-visit-photo: [951, 1021, 1474, 1409]
portrait-label: ಡಾ. ವಸುಂಧರಾ ಭೂಪತಿ: [392, 691, 455, 701]
paragraph: ಅವರು ಆನೇಕಲ್ ತಾಲ್ಲೂಕು ಪ್ರಾಥಮಿಕ ಸಹಕಾರ ಕೃಷಿ ಮತ್ತು ಗ್ರಾಮೀಣ ಅಭಿವೃದ್ಧಿ ಬ್ಯಾಂಕ್‌ನ 87ನೇ ವಾರ್ಷಿಕ ಮಹಾಸಭೆಯ ಅಧ್ಯಕ್ಷತೆ ವಹಿಸಿ ಮಾತನಾಡಿದರು.: [952, 781, 1117, 870]
paragraph: ಬಾವಿಹಳ್ಳಿ ನಾಗನಗೌಡ:: [443, 848, 545, 865]
article-body: [593, 507, 937, 546]
paragraph: ಪಹಲ್ಗಾಮ್ ದಾಳಿಯ ನಂತರ ಪಾಕಿಸ್ತಾನ ಮೂಲದ ಲಷ್ಕರ್-ಇ-ತೊಯ್ಬಾ ಈ ದಾಳಿಯ ಹಿಂದೆ ಇತ್ತು. ಈ ದಾಳಿಗೆ ಹಣದ ನೆರವನ್ನು ಒದಗಿಸಿತ್ತು ಎಂಬ ಸುಳಿವು ಹಿಡಿದು ಎನ್‌ಐಎ ಈಗ ಮಹತ್ವದ ವಿದೇಶಿ ಹಣ ಹರಿವಿನ ಮೂಲವನ್ನು ಪತ್ತೆ ಹಚ್ಚಿದೆ.: [593, 733, 937, 807]
article-headline: ಎಸ್-400 ಕ್ಷಿಪಣಿ ಪೂರೈಕೆ: [612, 915, 918, 956]
irfan-body-col23: [224, 733, 579, 1073]
irfan-headline: ಇರ್ಫಾನ್ ಸೇರಿ ಮೂವರಿಗೆ ಗೌರವ ಡಾಕ್ಟರೇಟ್: [83, 472, 541, 510]
paragraph: ಹೆನ್ನಾಗರ ವಿಎಸ್‌ಎಸ್‌ಎನ್ ಅಧ್ಯಕ್ಷ ಬಾಬುರೆಡ್ಡಿ ಮಾತನಾಡಿ ರೈತರಿಗೆ ಕಡಿಮೆ ಬಡ್ಡಿದರದಲ್ಲಿ ಸಾಲ ಸೌಲಭ್ಯಗಳನ್ನು ನೀಡುವ ನಿಟ್ಟಿನಲ್ಲಿ ಪಿಎಲ್‌ಡಿ ಬ್ಯಾಂಕ್ ರೈತ ಸ್ನೇಹಿಯಾಗಿದೆ. ಆಡಳಿತ ಮಂಡಳಿಯು ಅನಾವಶ್ಯಕ ವೆಚ್ಚಗಳಿಗೆ ಅವಕಾಶ ನೀಡದೇ ಸಮರ್ಪಕವಾಗಿ ನಡೆಸಿಕೊಂಡು ಬಂದಿರುವುದು ಉತ್ತಮ ಪ್ರಯತ್ನವಾಗಿದೆ. ರೈತರು ಸಹಕಾರ ಸಂಘಗಳ ಸಾಲ ಸೌಲಭ್ಯವನ್ನು ಸದುಪಯೋಗ ಪಡಿಸಿಕೊಂಡು ಆರ್ಥಿಕವಾಗಿ ಸಬಲರಾಗಬೇಕು ಎಂದರು.: [1308, 634, 1473, 889]
article-body: [593, 573, 937, 688]
himachal-body: [45, 165, 577, 455]
article-subhead: ಇಡಿ ದಾಳಿ ನಡೆಸಲಿ:: [720, 551, 810, 568]
man-figure-image: [1347, 1079, 1457, 1409]
paragraph: ಜಿಲ್ಲಾಧಿಕಾರಿ ಅನುಪಮ್ ಕಶ್ಯಪ್, ಮಂಗಳವಾರ ಸಂಜೆ ಹೊರಡಿಸಿದ ಆದೇಶದಲ್ಲಿ, ಕಳೆದ ಕೆಲವು ದಿನಗಳಿಂದ ಶಿಮ್ಲಾದಲ್ಲಿ ನಿರಂತರ ಮಳೆಯಾಗುತ್ತಿದೆ ಮತ್ತು ಜಿಲ್ಲೆಯಾದ್ಯಂತ ಹಲವಾರು ಸ್ಥಳಗಳಲ್ಲಿ ಭೂಕುಸಿತದ ಹೆಚ್ಚಿನ ಸಾಧ್ಯತೆಯಿದೆ ಎಂದು ಇತ್ತೀಚಿನ ಭಾರತೀಯ ಭೂವೈಜ್ಞಾನಿಕ ಸಮೀಕ್ಷೆ ಮುನ್ಸೂಚನೆ ತಿಳಿಸಿದೆ ಎಂದು ಹೇಳಿದ್ದಾರೆ. ಶಿಕ್ಷಕರು ಮತ್ತು ಆಡಳಿತ ಸಿಬ್ಬಂದಿಗೆ ಶಿಕ್ಷಣ ಸಂಸ್ಥೆಗಳಿಗೆ ಹಾಜರಾಗುವುದರಿಂದ ವಿನಾಯಿತಿ ನೀಡಲಾಗಿದೆ ಮತ್ತು ಆನ್ ಲೈನ್ ತರಗತಿಗಳನ್ನು ನಡೆಸಲಾಗುವುದು ಎಂದು ಆದೇಶದಲ್ಲಿ ತಿಳಿಸಲಾಗಿದೆ.: [318, 166, 577, 347]
bank-meeting-photo: [951, 63, 1474, 397]
flower-arrangement-image: [951, 342, 1474, 397]
paragraph: ದೇವನಹಳ್ಳಿ ತಾಲ್ಲೂಕು ಶರಣಸಾಹಿತ್ಯ ಪರಿಷತ್ತಿನ ಅಧ್ಯಕ್ಷ ಮ.ಸುರೇಶ್‌ಬಾಬು ಮಾತನಾಡಿ, ತತ್ವ ಕನ್ನಡ ಕಾಯಕ ಬದುಕಿನಲ್ಲಿ ಏಕದೇವೋಪಾಸನೆಯಂತಹ ಶರಣರ ಆದರ್ಶಗಳು ಸಾರ್ವಕಾಲಿಕ ಅನುಕರಣೀಯವಾದುವು ಎಂದರು.: [227, 1566, 577, 2017]
goddess-idol-image: [706, 1881, 830, 2013]
vachana-headline-line1: ತತ್ವ, ಮೌಲ್ಯ ವಚನ: [162, 1435, 461, 1491]
paragraph: ನಾವು ಯಾವುದೇ ವಿಚಾರಣೆಗೂ ಸಿದ್ಧ ಎಂದು ಉದಯ್ ಕುಮಾರ್ ಜೈನ್ ಹೇಳಿದ್ದಾರೆ.: [593, 509, 937, 544]
bank-headline-line2: ಬ್ಯಾಂಕ್ ರೈತ ಸ್ನೇಹಿ: [1040, 502, 1385, 570]
paragraph: ಅಂತರಾಷ್ಟ್ರೀಯ ಪ್ರಶಸ್ತಿಗಳನ್ನು ಪಡೆದಿದ್ದಾರೆ. ಇವರು ರಾಯಲ್ ಇನ್ಸಿಟ್ಯೂಟ್ ಆಫ್ ಚಾರ್ಟಡ್ ಅಕೌಂಟೆಂಟ್ ಸರ್ವೇಯರ್ (ಆರ್‌ಐಸಿಎಸ್) ನ ಫೆಲೋ ಆಗಿ 2013ರಿಂದ ಜಾಗತಿಕ ಮಟ್ಟದಲ್ಲಿ ಮಾನ್ಯತೆ ಪಡೆದಿದ್ದಾರೆ.: [224, 734, 395, 860]
